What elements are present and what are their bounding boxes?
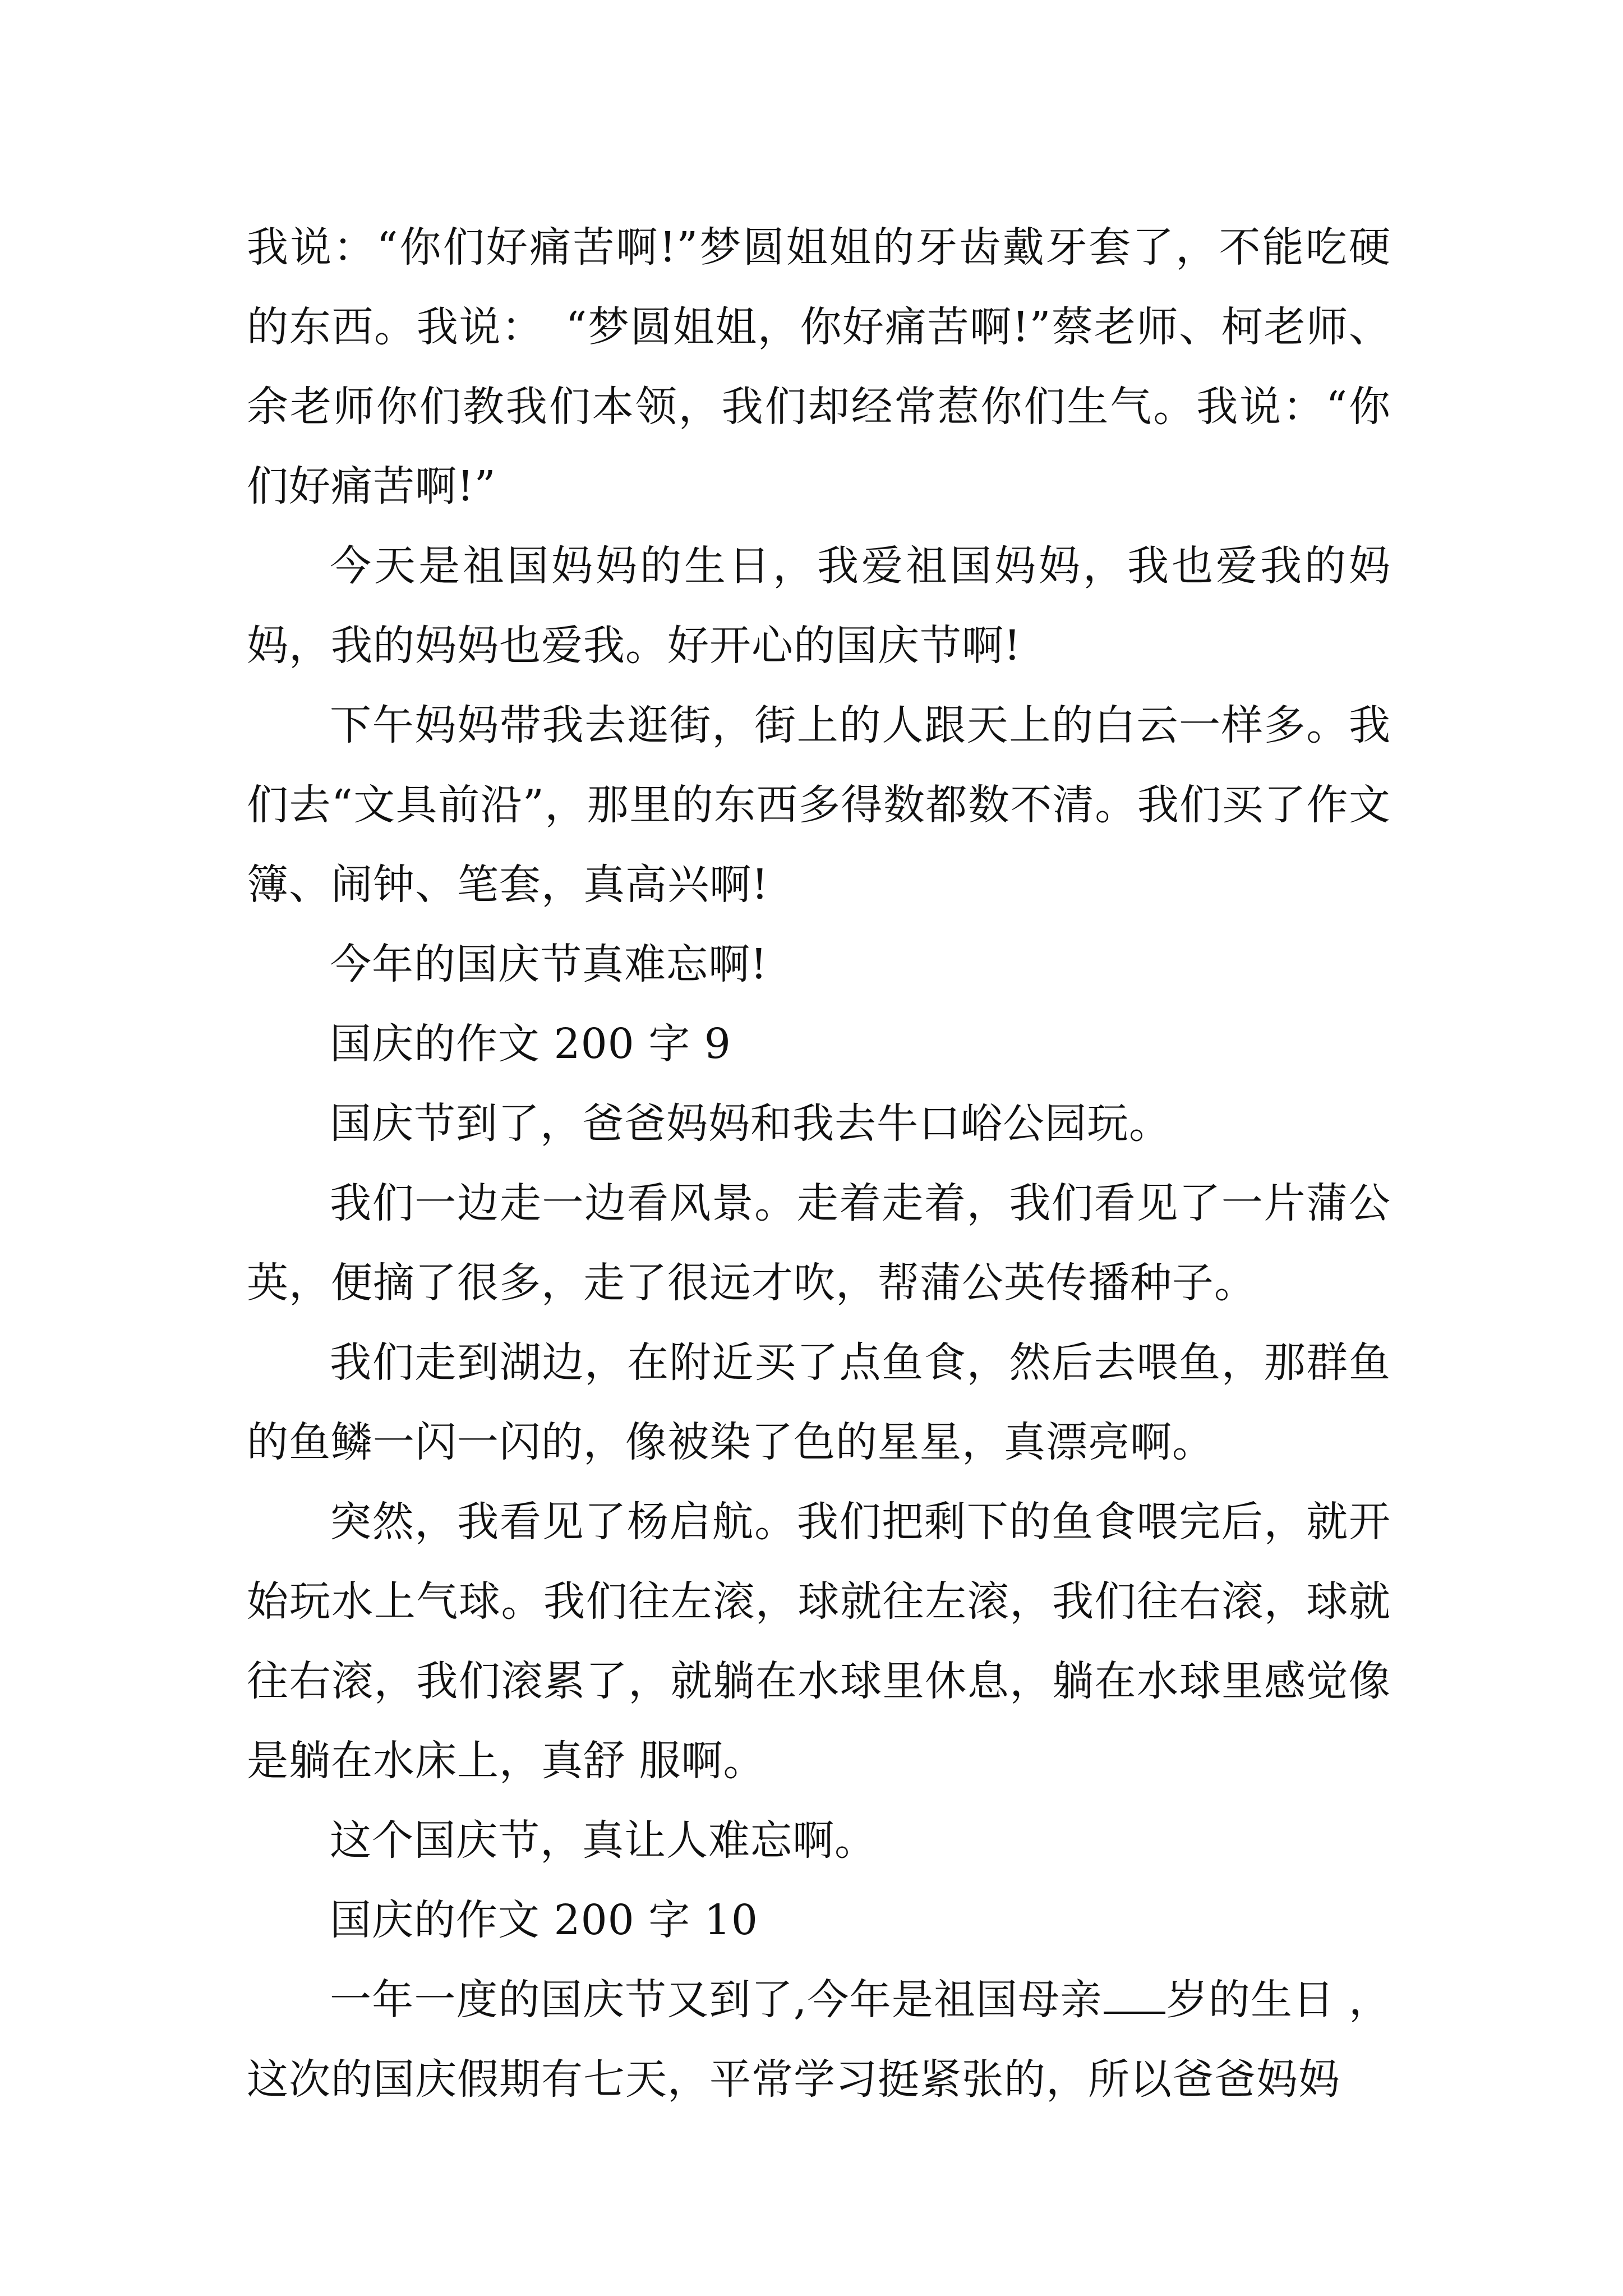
paragraph-10-part-2: 岁的生日 ，这次的国庆假期有七天，平常学习挺紧张的，所以爸爸妈妈	[247, 1976, 1391, 2104]
paragraph-10-part-1: 一年一度的国庆节又到了,今年是祖国母亲	[330, 1976, 1103, 2024]
paragraph-8: 突然，我看见了杨启航。我们把剩下的鱼食喂完后，就开始玩水上气球。我们往左滚，球就往左滚，我们往右滚，球就往右滚，我们滚累了，就躺在水球里休息，躺在水球里感觉像是躺在水床上，真舒 服啊。	[247, 1498, 1391, 1785]
fill-in-blank	[1104, 1974, 1165, 2014]
section-heading-9: 国庆的作文 200 字 9	[330, 1020, 731, 1068]
paragraph-4: 今年的国庆节真难忘啊!	[330, 940, 768, 988]
paragraph-10	[247, 1960, 1391, 2119]
paragraph-9: 这个国庆节，真让人难忘啊。	[330, 1816, 877, 1865]
document-body	[247, 208, 1391, 2119]
paragraph-2: 今天是祖国妈妈的生日，我爱祖国妈妈，我也爱我的妈妈，我的妈妈也爱我。好开心的国庆节啊!	[247, 542, 1391, 670]
paragraph-3: 下午妈妈带我去逛街，街上的人跟天上的白云一样多。我们去“文具前沿”，那里的东西多得数都数不清。我们买了作文簿、闹钟、笔套，真高兴啊!	[247, 701, 1391, 909]
paragraph-5: 国庆节到了，爸爸妈妈和我去牛口峪公园玩。	[330, 1099, 1171, 1148]
paragraph-1: 我说：“你们好痛苦啊!”梦圆姐姐的牙齿戴牙套了，不能吃硬的东西。我说： “梦圆姐姐，你好痛苦啊!”蔡老师、柯老师、余老师你们教我们本领，我们却经常惹你们生气。我说：“你们好痛苦啊!”	[247, 223, 1391, 510]
paragraph-6: 我们一边走一边看风景。走着走着，我们看见了一片蒲公英，便摘了很多，走了很远才吹，帮蒲公英传播种子。	[247, 1179, 1391, 1307]
section-heading-10: 国庆的作文 200 字 10	[330, 1896, 758, 1944]
paragraph-7: 我们走到湖边，在附近买了点鱼食，然后去喂鱼，那群鱼的鱼鳞一闪一闪的，像被染了色的星星，真漂亮啊。	[247, 1338, 1391, 1466]
